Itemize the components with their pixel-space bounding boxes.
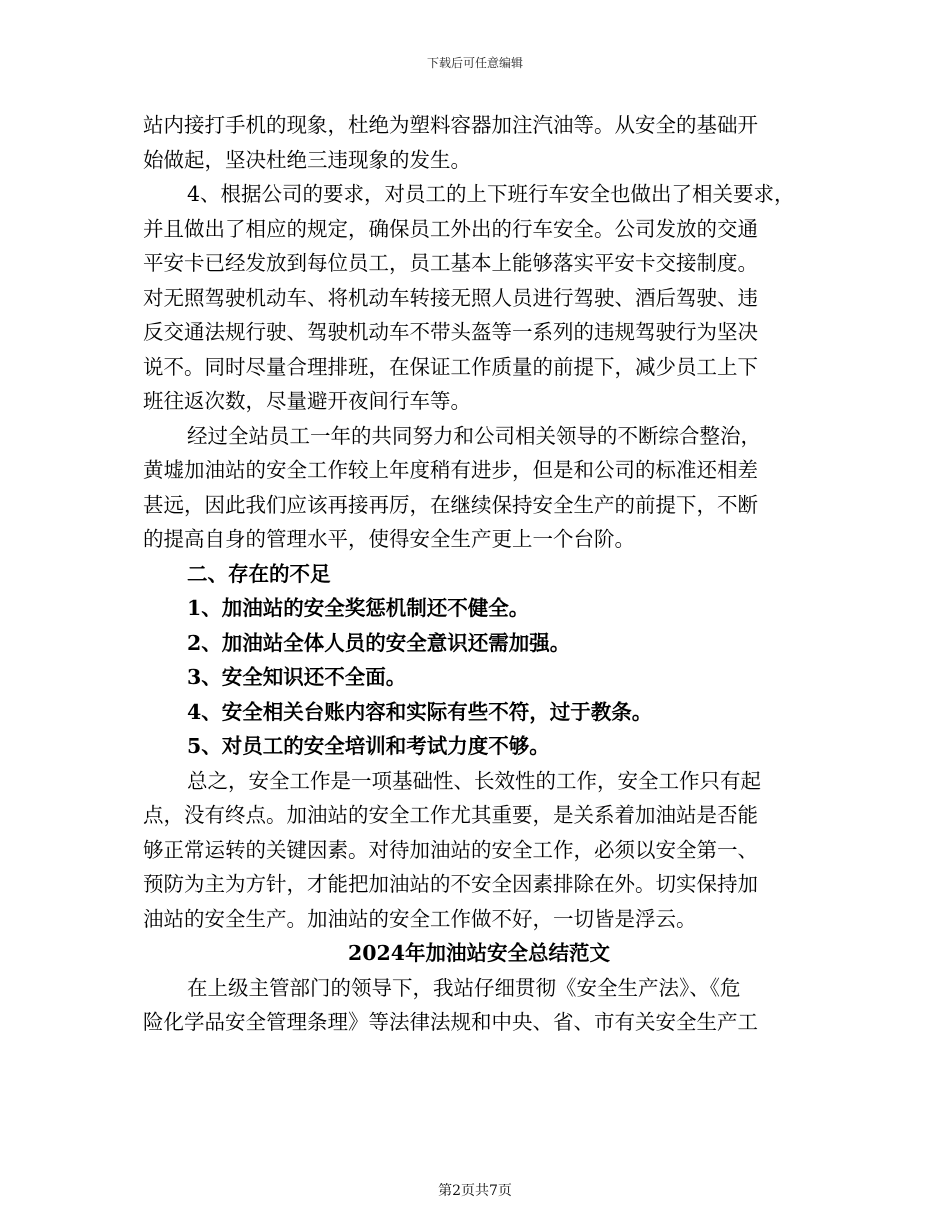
text-line: 点，没有终点。加油站的安全工作尤其重要，是关系着加油站是否能 — [143, 803, 758, 827]
page-header: 下载后可任意编辑 — [426, 56, 523, 70]
list-item: 1、加油站的安全奖惩机制还不健全。 — [187, 596, 530, 620]
text-line: 油站的安全生产。加油站的安全工作做不好，一切皆是浮云。 — [143, 906, 697, 931]
text-line: 够正常运转的关键因素。对待加油站的安全工作，必须以安全第一、 — [143, 837, 758, 862]
text-line: 班往返次数，尽量避开夜间行车等。 — [143, 389, 471, 413]
text-line: 对无照驾驶机动车、将机动车转接无照人员进行驾驶、酒后驾驶、违 — [143, 285, 758, 310]
page-footer: 第2页共7页 — [438, 1183, 512, 1199]
text-line: 甚远，因此我们应该再接再厉，在继续保持安全生产的前提下，不断 — [143, 492, 758, 517]
text-line: 4、根据公司的要求，对员工的上下班行车安全也做出了相关要求， — [187, 182, 795, 206]
text-line: 经过全站员工一年的共同努力和公司相关领导的不断综合整治， — [187, 423, 761, 448]
text-line: 黄墟加油站的安全工作较上年度稍有进步，但是和公司的标准还相差 — [143, 458, 758, 482]
text-line: 始做起，坚决杜绝三违现象的发生。 — [143, 147, 471, 172]
document-body — [143, 108, 815, 1040]
text-line: 站内接打手机的现象，杜绝为塑料容器加注汽油等。从安全的基础开 — [143, 113, 758, 137]
list-item: 5、对员工的安全培训和考试力度不够。 — [187, 734, 550, 758]
text-line: 并且做出了相应的规定，确保员工外出的行车安全。公司发放的交通 — [143, 216, 758, 241]
document-title: 2024年加油站安全总结范文 — [347, 941, 611, 965]
text-line: 说不。同时尽量合理排班，在保证工作质量的前提下，减少员工上下 — [143, 354, 758, 379]
list-item: 3、安全知识还不全面。 — [187, 665, 407, 689]
text-line: 平安卡已经发放到每位员工，员工基本上能够落实平安卡交接制度。 — [143, 251, 758, 275]
list-item: 4、安全相关台账内容和实际有些不符，过于教条。 — [187, 699, 653, 724]
list-item: 2、加油站全体人员的安全意识还需加强。 — [187, 630, 571, 655]
text-line: 总之，安全工作是一项基础性、长效性的工作，安全工作只有起 — [187, 768, 761, 793]
section-heading: 二、存在的不足 — [187, 561, 331, 586]
text-line: 反交通法规行驶、驾驶机动车不带头盔等一系列的违规驾驶行为坚决 — [143, 320, 758, 344]
text-line: 险化学品安全管理条理》等法律法规和中央、省、市有关安全生产工 — [143, 1010, 758, 1034]
text-line: 预防为主为方针，才能把加油站的不安全因素排除在外。切实保持加 — [143, 872, 758, 896]
text-line: 在上级主管部门的领导下，我站仔细贯彻《安全生产法》、《危 — [187, 975, 741, 1000]
text-line: 的提高自身的管理水平，使得安全生产更上一个台阶。 — [143, 527, 635, 551]
